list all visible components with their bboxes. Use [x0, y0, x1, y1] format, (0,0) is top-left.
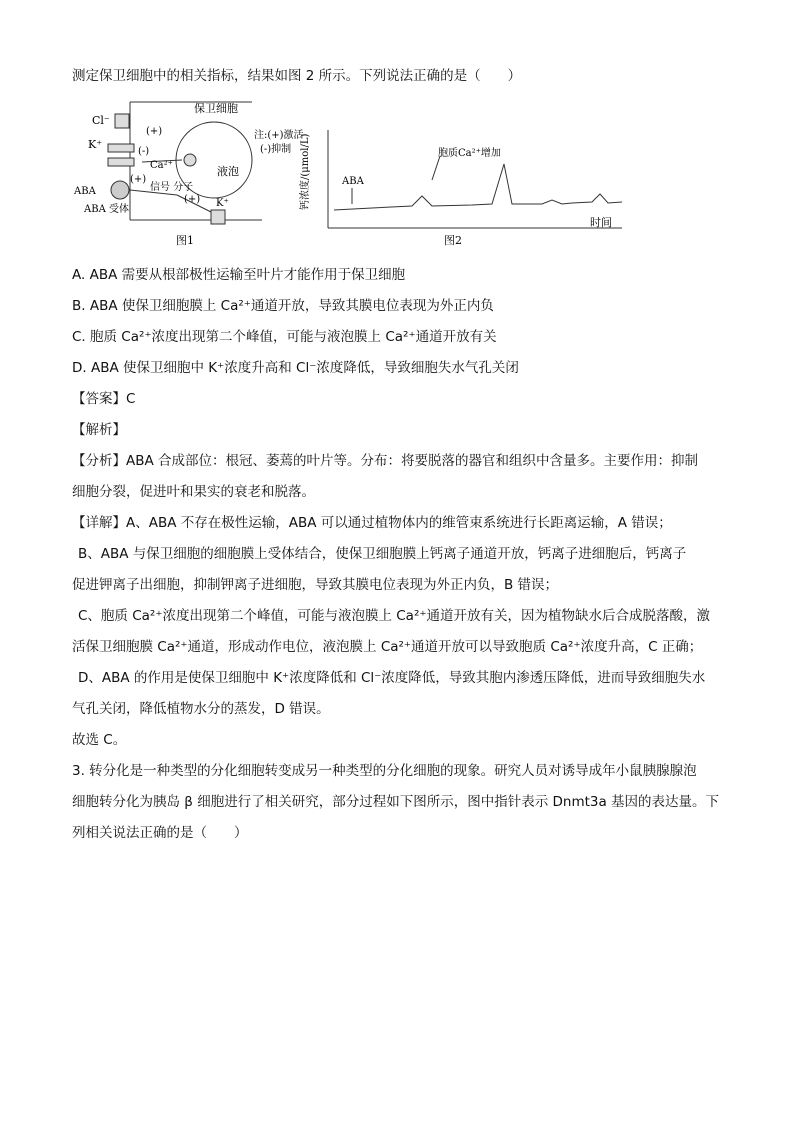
fig2-xlabel: 时间 — [590, 216, 612, 229]
vacuole-label: 液泡 — [217, 165, 239, 178]
analysis-line: 【详解】A、ABA 不存在极性运输，ABA 可以通过植物体内的维管束系统进行长距离运输，A 错误； — [72, 515, 672, 531]
question-3-line: 列相关说法正确的是（ ） — [72, 825, 248, 841]
figure-2 — [328, 130, 622, 228]
analysis-line: 故选 C。 — [72, 732, 127, 748]
analysis-line: C、胞质 Ca²⁺浓度出现第二个峰值，可能与液泡膜上 Ca²⁺通道开放有关，因为植物缺水后合成脱落酸，激 — [78, 608, 710, 624]
question-3-line: 细胞转分化为胰岛 β 细胞进行了相关研究，部分过程如下图所示，图中指针表示 Dnmt3a 基因的表达量。下 — [72, 794, 720, 810]
figures-svg — [72, 100, 632, 260]
k-left-label: K⁺ — [88, 138, 103, 151]
aba-label-fig1: ABA — [74, 186, 96, 197]
option-c: C. 胞质 Ca²⁺浓度出现第二个峰值，可能与液泡膜上 Ca²⁺通道开放有关 — [72, 329, 497, 345]
note-2: (-)抑制 — [260, 144, 292, 155]
option-d: D. ABA 使保卫细胞中 K⁺浓度升高和 Cl⁻浓度降低，导致细胞失水气孔关闭 — [72, 360, 519, 376]
plus-3: (+) — [184, 194, 201, 205]
analysis-line: 促进钾离子出细胞，抑制钾离子进细胞，导致其膜电位表现为外正内负，B 错误； — [72, 577, 559, 593]
fig2-peak-label: 胞质Ca²⁺增加 — [438, 148, 501, 159]
cl-label: Cl⁻ — [92, 114, 110, 127]
option-a: A. ABA 需要从根部极性运输至叶片才能作用于保卫细胞 — [72, 267, 406, 283]
fig2-caption: 图2 — [444, 234, 462, 247]
plus-1: (+) — [146, 126, 163, 137]
analysis-line: 气孔关闭，降低植物水分的蒸发，D 错误。 — [72, 701, 330, 717]
analysis-line: 【分析】ABA 合成部位：根冠、萎蔫的叶片等。分布：将要脱落的器官和组织中含量多。主要作用：抑制 — [72, 453, 699, 469]
fig2-aba: ABA — [342, 176, 364, 187]
analysis-line: 细胞分裂，促进叶和果实的衰老和脱落。 — [72, 484, 315, 500]
fig2-ylabel: 钙浓度/(μmol/L) — [300, 133, 311, 210]
ca-label: Ca²⁺ — [150, 160, 173, 171]
answer: 【答案】C — [72, 391, 136, 407]
k-bottom-label: K⁺ — [216, 198, 229, 209]
option-b: B. ABA 使保卫细胞膜上 Ca²⁺通道开放，导致其膜电位表现为外正内负 — [72, 298, 494, 314]
cell-label: 保卫细胞 — [194, 102, 238, 115]
question-3-line: 3. 转分化是一种类型的分化细胞转变成另一种类型的分化细胞的现象。研究人员对诱导成年小鼠胰腺腺泡 — [72, 763, 697, 779]
signal-label: 信号 分子 — [150, 182, 194, 193]
figure-1 — [108, 102, 262, 224]
analysis-line: D、ABA 的作用是使保卫细胞中 K⁺浓度降低和 Cl⁻浓度降低，导致其胞内渗透压降低，进而导致细胞失水 — [78, 670, 706, 686]
receptor-label: ABA 受体 — [84, 204, 129, 215]
fig1-caption: 图1 — [176, 234, 194, 247]
note-1: 注:(+)激活 — [254, 130, 304, 141]
analysis-line: 活保卫细胞膜 Ca²⁺通道，形成动作电位，液泡膜上 Ca²⁺通道开放可以导致胞质 Ca²⁺浓度升高，C 正确； — [72, 639, 703, 655]
analysis-heading: 【解析】 — [72, 422, 126, 438]
analysis-line: B、ABA 与保卫细胞的细胞膜上受体结合，使保卫细胞膜上钙离子通道开放，钙离子进细胞后，钙离子 — [78, 546, 687, 562]
intro-text: 测定保卫细胞中的相关指标，结果如图 2 所示。下列说法正确的是（ ） — [72, 68, 522, 84]
figure-area — [72, 100, 632, 260]
minus-1: (-) — [138, 146, 150, 157]
plus-2: (+) — [130, 174, 147, 185]
